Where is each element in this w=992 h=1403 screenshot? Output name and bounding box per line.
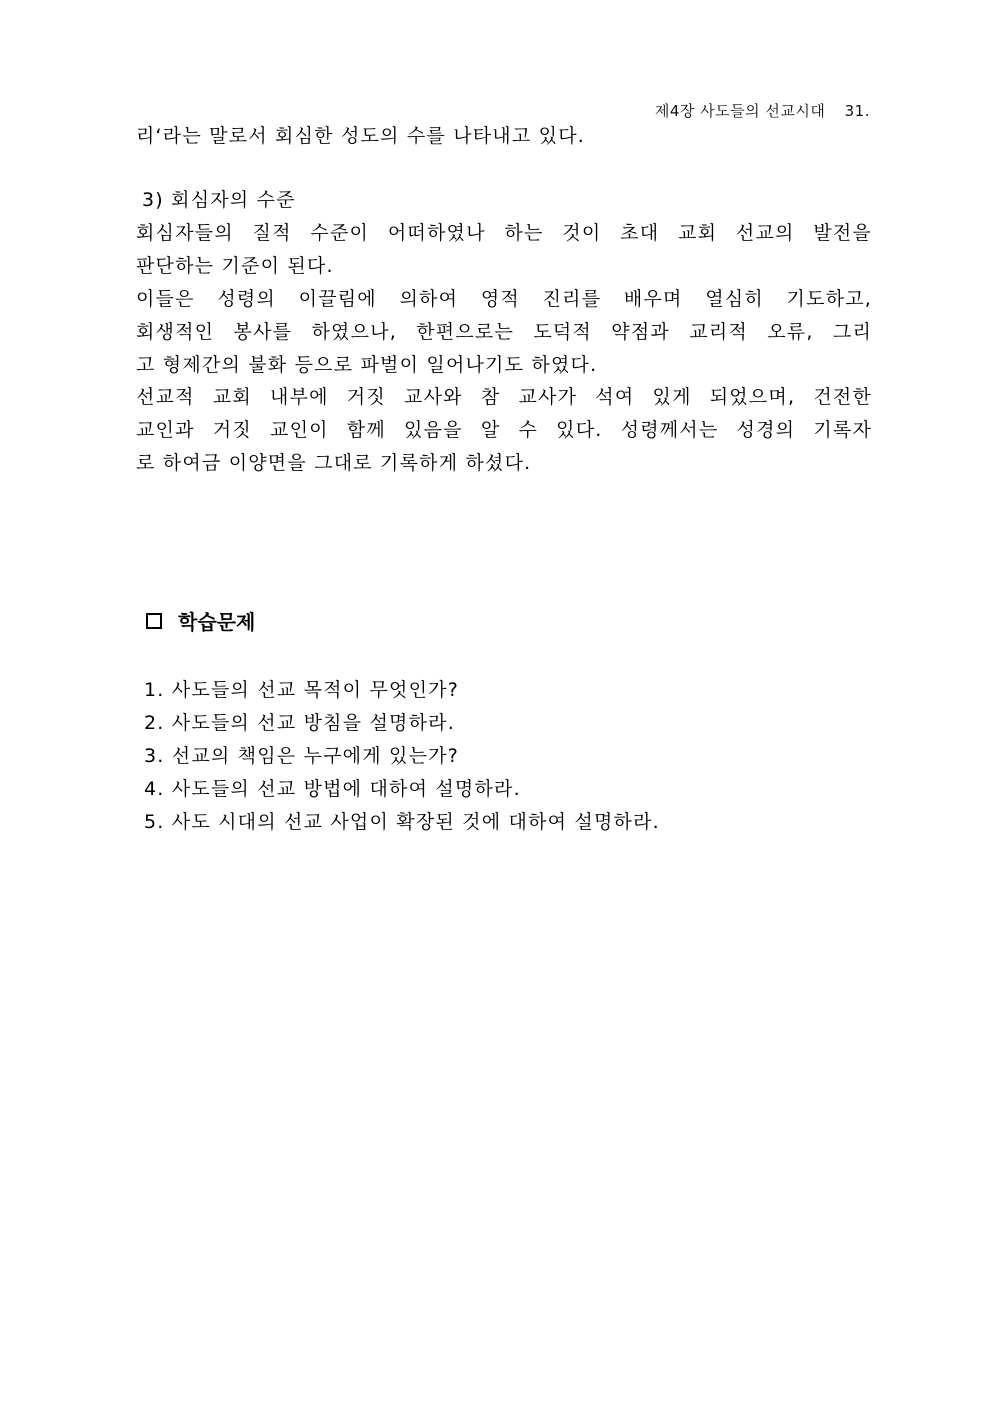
paragraph-1 [136, 217, 872, 283]
question-item: 3. 선교의 책임은 누구에게 있는가? [144, 745, 459, 767]
subheading: 3) 회심자의 수준 [142, 189, 296, 211]
paragraph-2 [136, 283, 872, 382]
text-line: 판단하는 기준이 된다. [136, 255, 334, 277]
text-line: 고 형제간의 불화 등으로 파벌이 일어나기도 하였다. [136, 354, 598, 376]
text-line: 회심자들의 질적 수준이 어떠하였나 하는 것이 초대 교회 선교의 발전을 [136, 222, 872, 244]
empty-square-icon [146, 613, 162, 629]
page-number: 31. [844, 102, 870, 120]
chapter-title: 제4장 사도들의 선교시대 [654, 102, 826, 120]
text-line: 로 하여금 이양면을 그대로 기록하게 하셨다. [136, 452, 532, 474]
paragraph-continuation [136, 120, 872, 153]
text-line: 이들은 성령의 이끌림에 의하여 영적 진리를 배우며 열심히 기도하고, [136, 288, 872, 310]
study-section-heading [146, 606, 255, 635]
question-item: 2. 사도들의 선교 방침을 설명하라. [144, 712, 455, 734]
question-item: 5. 사도 시대의 선교 사업이 확장된 것에 대하여 설명하라. [144, 811, 660, 833]
page-header [655, 100, 870, 121]
study-section-title: 학습문제 [178, 610, 256, 634]
paragraph-3 [136, 381, 872, 480]
text-line: 교인과 거짓 교인이 함께 있음을 알 수 있다. 성령께서는 성경의 기록자 [136, 419, 872, 441]
text-line: 선교적 교회 내부에 거짓 교사와 참 교사가 석여 있게 되었으며, 건전한 [136, 386, 872, 408]
question-item: 1. 사도들의 선교 목적이 무엇인가? [144, 679, 459, 701]
text-line: 리‘라는 말로서 회심한 성도의 수를 나타내고 있다. [136, 125, 585, 147]
text-line: 회생적인 봉사를 하였으나, 한편으로는 도덕적 약점과 교리적 오류, 그리 [136, 321, 872, 343]
question-item: 4. 사도들의 선교 방법에 대하여 설명하라. [144, 778, 521, 800]
question-list [144, 674, 660, 839]
